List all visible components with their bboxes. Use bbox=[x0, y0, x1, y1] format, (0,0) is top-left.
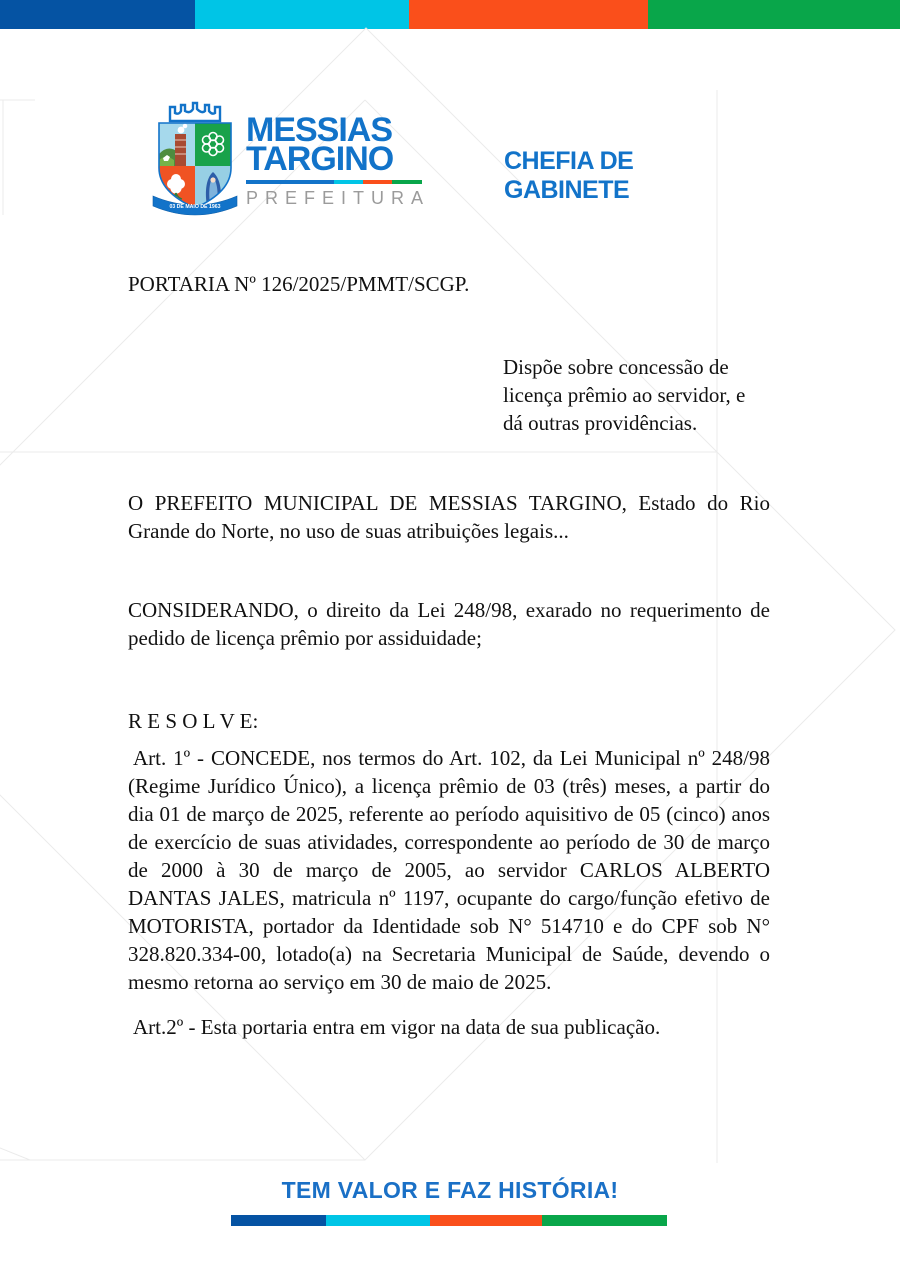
summary-line: licença prêmio ao servidor, e bbox=[503, 383, 746, 407]
footer-bar-cyan-segment bbox=[326, 1215, 430, 1226]
considerando-paragraph: CONSIDERANDO, o direito da Lei 248/98, exarado no requerimento de pedido de licença prêmio por assiduidade; bbox=[128, 598, 770, 650]
footer-bar-orange-segment bbox=[430, 1215, 542, 1226]
wordmark-line2: TARGINO bbox=[246, 140, 394, 178]
slogan-part-bold: VALOR bbox=[337, 1177, 419, 1203]
preamble-paragraph: O PREFEITO MUNICIPAL DE MESSIAS TARGINO, Estado do Rio Grande do Norte, no uso de suas atribuições legais... bbox=[128, 491, 770, 543]
wordmark-color-rule bbox=[246, 180, 422, 184]
top-bar-green-segment bbox=[648, 0, 900, 29]
footer-color-bar bbox=[231, 1215, 667, 1226]
footer-bar-green-segment bbox=[542, 1215, 667, 1226]
top-bar-cyan-segment bbox=[195, 0, 409, 29]
top-bar-orange-segment bbox=[409, 0, 648, 29]
slogan-part: TEM bbox=[281, 1177, 338, 1203]
rule-green-segment bbox=[392, 180, 422, 184]
slogan-part-bold: HISTÓRIA! bbox=[498, 1177, 619, 1203]
top-bar-blue-segment bbox=[0, 0, 195, 29]
top-color-bar bbox=[0, 0, 900, 29]
crest-crown-icon bbox=[170, 103, 220, 121]
document-summary bbox=[503, 353, 763, 437]
rule-blue-segment bbox=[246, 180, 334, 184]
summary-line: Dispõe sobre concessão de bbox=[503, 355, 729, 379]
city-crest-logo bbox=[150, 100, 240, 220]
footer-bar-blue-segment bbox=[231, 1215, 326, 1226]
rule-cyan-segment bbox=[334, 180, 363, 184]
summary-line: dá outras providências. bbox=[503, 411, 698, 435]
slogan-part: E FAZ bbox=[418, 1177, 499, 1203]
crest-banner-text: 03 DE MAIO DE 1963 bbox=[169, 204, 221, 210]
resolve-heading: R E S O L V E: bbox=[128, 709, 259, 733]
article-2-paragraph: Art.2º - Esta portaria entra em vigor na data de sua publicação. bbox=[133, 1015, 661, 1039]
rule-orange-segment bbox=[363, 180, 392, 184]
footer-slogan bbox=[0, 1177, 900, 1204]
wordmark-subtitle: PREFEITURA bbox=[246, 188, 431, 208]
document-title: PORTARIA Nº 126/2025/PMMT/SCGP. bbox=[128, 272, 470, 296]
wordmark-line1: MESSIAS bbox=[246, 111, 393, 149]
city-wordmark bbox=[246, 111, 446, 208]
department-title: CHEFIA DE GABINETE bbox=[504, 147, 634, 204]
article-1-paragraph: Art. 1º - CONCEDE, nos termos do Art. 102, da Lei Municipal nº 248/98 (Regime Jurídico Único), a licença prêmio de 03 (três) meses, a partir do dia 01 de março de 2025, referente ao período aquisitivo de 05 (cinco) anos de exercício de suas atividades, correspondente ao período de 30 de março de 2000 à 30 de março de 2005, ao servidor CARLOS ALBERTO DANTAS JALES, matricula nº 1197, ocupante do cargo/função efetivo de MOTORISTA, portador da Identidade sob N° 514710 e do CPF sob N° 328.820.334-00, lotado(a) na Secretaria Municipal de Saúde, devendo o mesmo retorna ao serviço em 30 de maio de 2025. bbox=[128, 746, 770, 994]
